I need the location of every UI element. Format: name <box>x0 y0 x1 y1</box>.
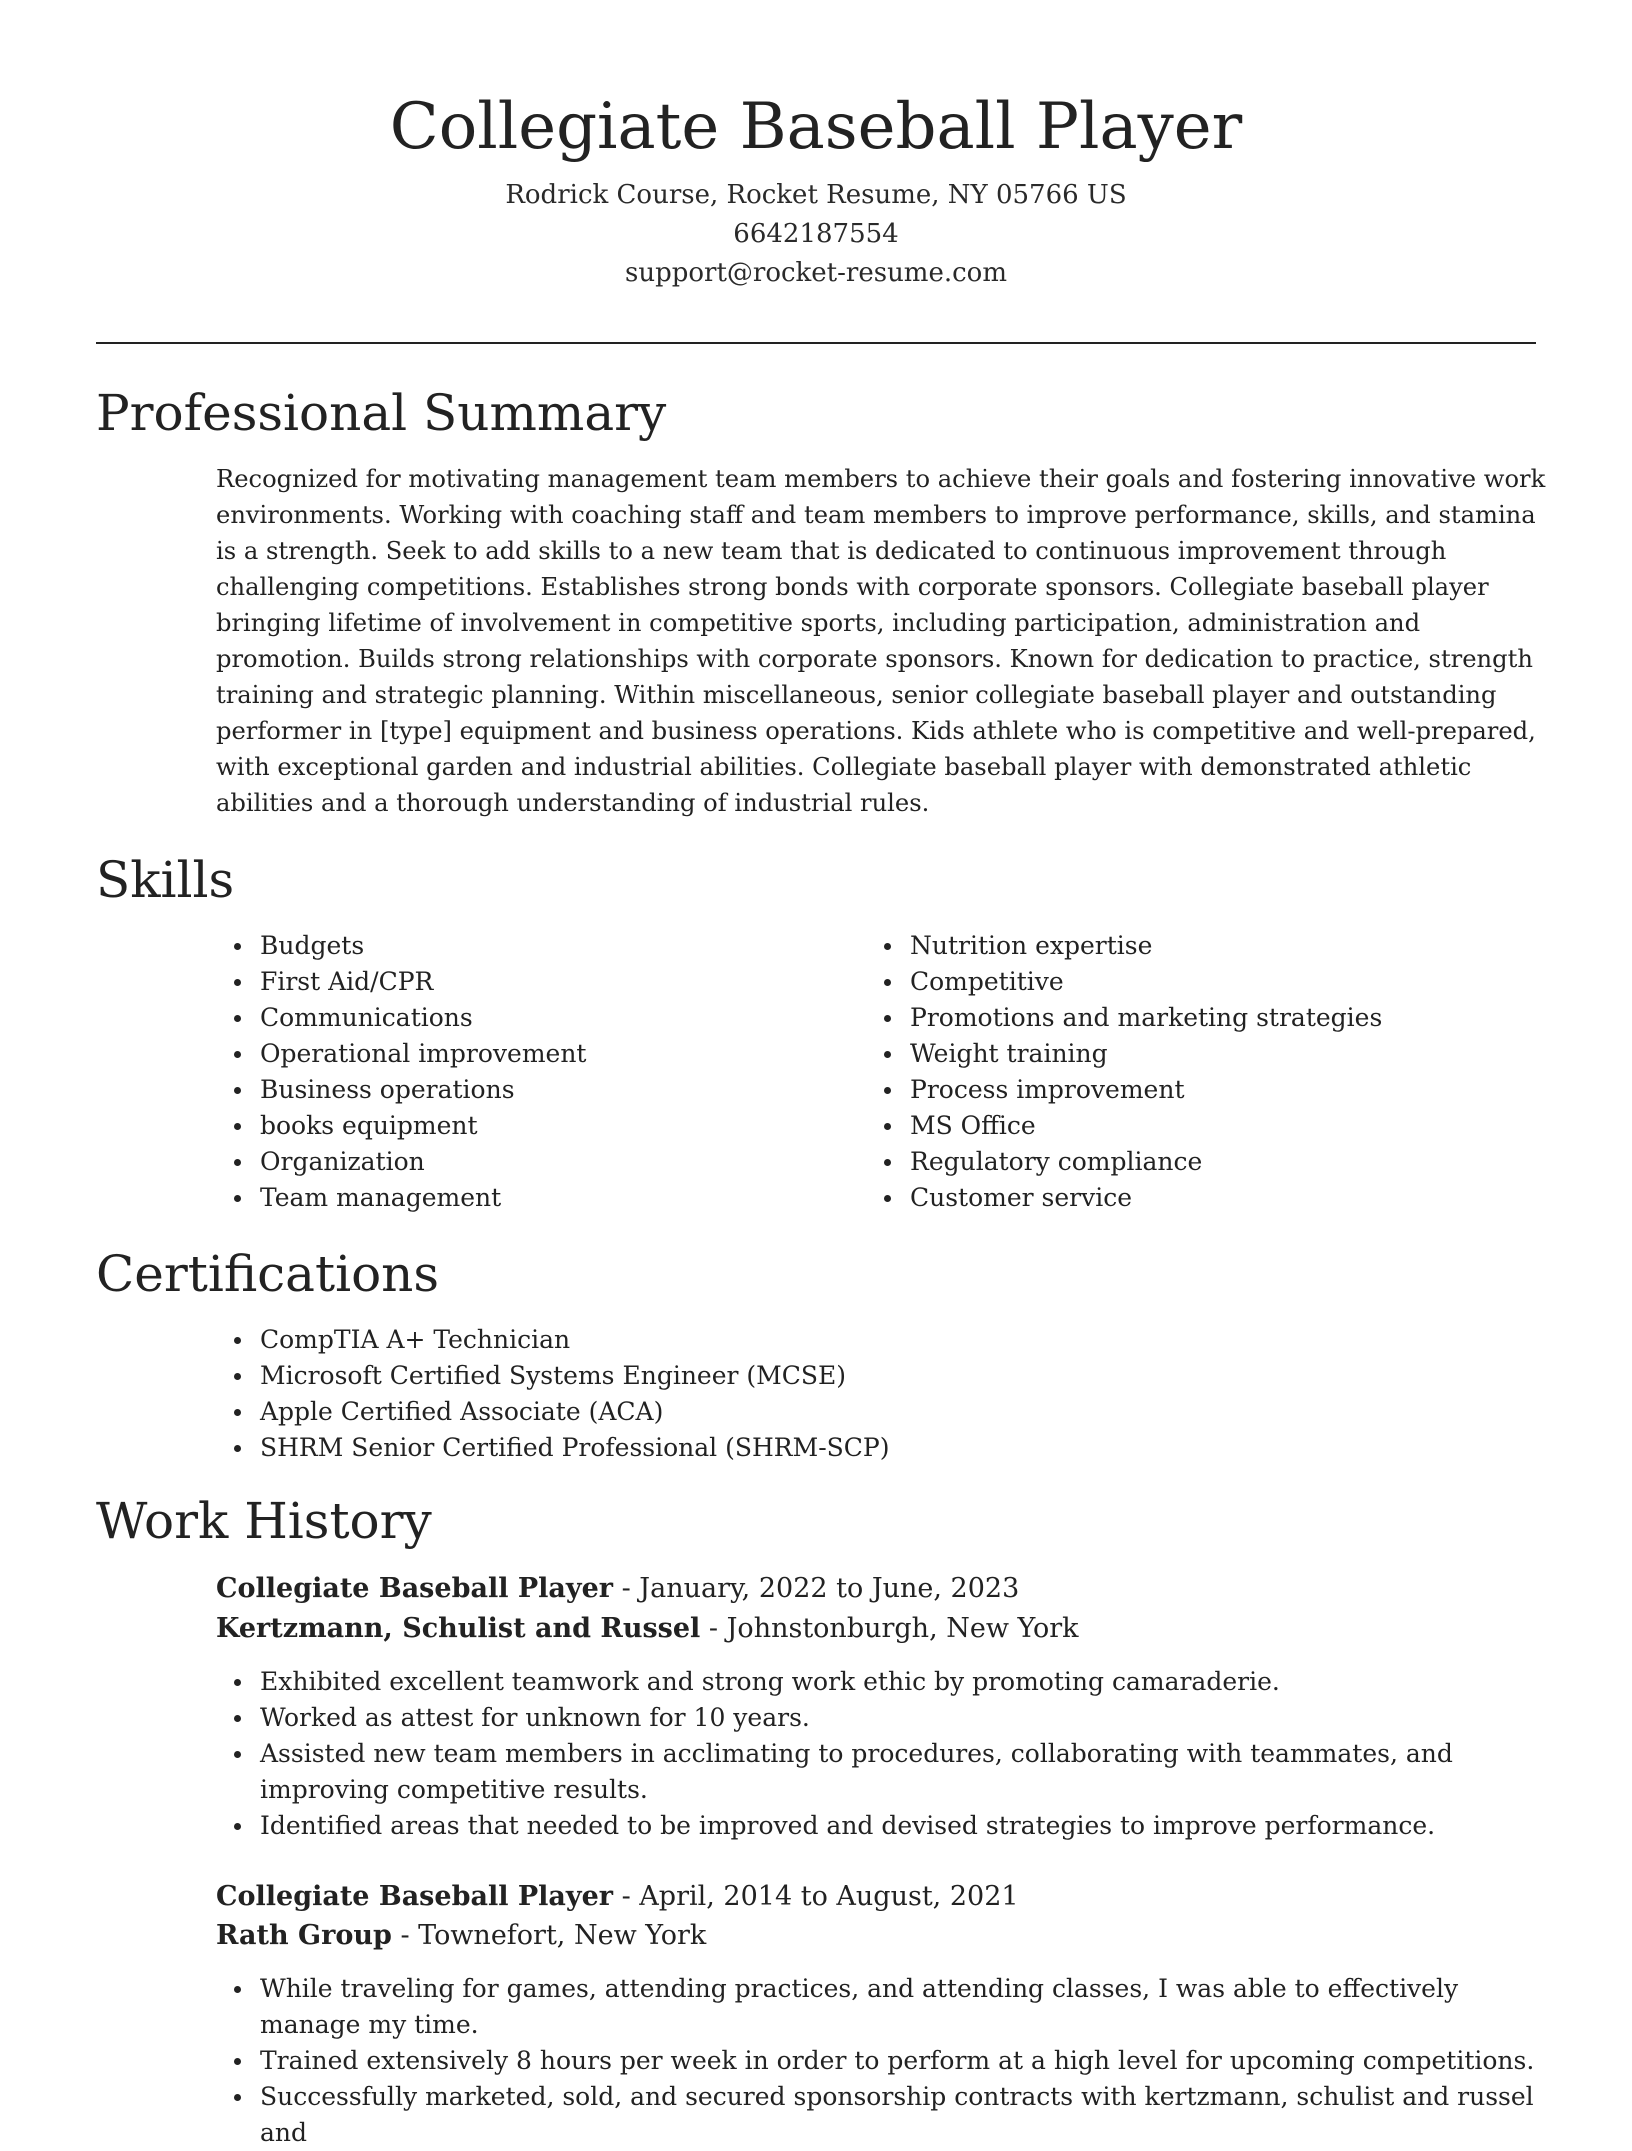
list-item: Weight training <box>866 1036 1546 1072</box>
address: Rodrick Course, Rocket Resume, NY 05766 US <box>505 180 1127 210</box>
skills-list-right <box>866 928 1546 1216</box>
resume-title: Collegiate Baseball Player <box>389 90 1243 164</box>
list-item: SHRM Senior Certified Professional (SHRM-SCP) <box>216 1430 1416 1466</box>
summary-text: Recognized for motivating management team members to achieve their goals and fostering innovative work environments. Working with coaching staff and team members to improve performance, skills, and stamina is a strength. Seek to add skills to a new team that is dedicated to continuous improvement through challenging competitions. Establishes strong bonds with corporate sponsors. Collegiate baseball player bringing lifetime of involvement in competitive sports, including participation, administration and promotion. Builds strong relationships with corporate sponsors. Known for dedication to practice, strength training and strategic planning. Within miscellaneous, senior collegiate baseball player and outstanding performer in [type] equipment and business operations. Kids athlete who is competitive and well-prepared, with exceptional garden and industrial abilities. Collegiate baseball player with demonstrated athletic abilities and a thorough understanding of industrial rules. <box>216 465 1546 817</box>
job-title: Collegiate Baseball Player <box>216 1881 613 1912</box>
job-location: Townefort, New York <box>418 1920 707 1951</box>
phone-number: 6642187554 <box>733 219 899 249</box>
list-item: Promotions and marketing strategies <box>866 1000 1546 1036</box>
skills-list-left <box>216 928 816 1216</box>
list-item: First Aid/CPR <box>216 964 816 1000</box>
list-item: books equipment <box>216 1108 816 1144</box>
list-item: Nutrition expertise <box>866 928 1546 964</box>
list-item: Competitive <box>866 964 1546 1000</box>
job-dates: January, 2022 to June, 2023 <box>639 1573 1020 1604</box>
job-company: Kertzmann, Schulist and Russel <box>216 1613 701 1644</box>
list-item: Identified areas that needed to be improved and devised strategies to improve performance. <box>216 1808 1546 1844</box>
job-location: Johnstonburgh, New York <box>726 1613 1079 1644</box>
list-item: Organization <box>216 1144 816 1180</box>
job-title-line: Collegiate Baseball Player - January, 2022 to June, 2023 <box>216 1573 1020 1604</box>
certifications-list <box>216 1322 1416 1466</box>
summary-heading: Professional Summary <box>96 384 667 442</box>
header-divider <box>96 342 1536 344</box>
job-dates: April, 2014 to August, 2021 <box>639 1881 1019 1912</box>
email-address: support@rocket-resume.com <box>624 258 1007 288</box>
job-company: Rath Group <box>216 1920 392 1951</box>
resume-header <box>96 78 1536 293</box>
list-item: Exhibited excellent teamwork and strong work ethic by promoting camaraderie. <box>216 1664 1546 1700</box>
list-item: Apple Certified Associate (ACA) <box>216 1394 1416 1430</box>
list-item: Process improvement <box>866 1072 1546 1108</box>
list-item: Operational improvement <box>216 1036 816 1072</box>
list-item: Business operations <box>216 1072 816 1108</box>
list-item: Microsoft Certified Systems Engineer (MCSE) <box>216 1358 1416 1394</box>
list-item: Customer service <box>866 1180 1546 1216</box>
list-item: CompTIA A+ Technician <box>216 1322 1416 1358</box>
work-history-heading: Work History <box>96 1492 432 1550</box>
certifications-heading: Certifications <box>96 1245 440 1303</box>
job-bullets <box>216 1971 1546 2151</box>
list-item: While traveling for games, attending practices, and attending classes, I was able to effectively manage my time. <box>216 1971 1546 2043</box>
job-company-line: Kertzmann, Schulist and Russel - Johnstonburgh, New York <box>216 1613 1079 1644</box>
list-item: Trained extensively 8 hours per week in order to perform at a high level for upcoming competitions. <box>216 2043 1546 2079</box>
list-item: Regulatory compliance <box>866 1144 1546 1180</box>
job-bullets <box>216 1664 1546 1844</box>
list-item: Team management <box>216 1180 816 1216</box>
list-item: Assisted new team members in acclimating to procedures, collaborating with teammates, and improving competitive results. <box>216 1736 1546 1808</box>
list-item: MS Office <box>866 1108 1546 1144</box>
list-item: Successfully marketed, sold, and secured sponsorship contracts with kertzmann, schulist and russel and <box>216 2079 1546 2151</box>
list-item: Budgets <box>216 928 816 964</box>
job-title: Collegiate Baseball Player <box>216 1573 613 1604</box>
job-company-line: Rath Group - Townefort, New York <box>216 1920 707 1951</box>
list-item: Communications <box>216 1000 816 1036</box>
list-item: Worked as attest for unknown for 10 years. <box>216 1700 1546 1736</box>
job-title-line: Collegiate Baseball Player - April, 2014 to August, 2021 <box>216 1881 1019 1912</box>
skills-heading: Skills <box>96 851 235 909</box>
